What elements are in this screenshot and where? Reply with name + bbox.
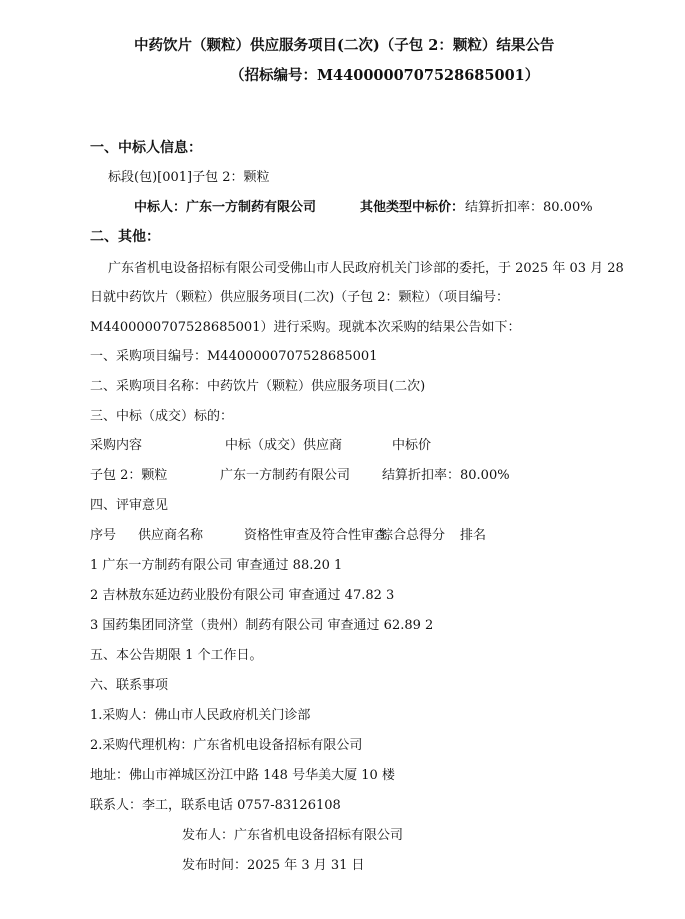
paragraph-line: 广东省机电设备招标有限公司受佛山市人民政府机关门诊部的委托，于 2025 年 03 月 28 — [108, 261, 624, 276]
project-number: 一、采购项目编号：M4400000707528685001 — [90, 349, 378, 364]
award-heading: 三、中标（成交）标的： — [90, 409, 234, 424]
award-header-content: 采购内容 — [90, 438, 143, 453]
review-heading: 四、评审意见 — [90, 498, 169, 513]
review-row: 2 吉林敖东延边药业股份有限公司 审查通过 47.82 3 — [90, 588, 395, 603]
award-cell-supplier: 广东一方制药有限公司 — [220, 468, 351, 483]
award-cell-price: 结算折扣率：80.00% — [382, 468, 510, 483]
award-header-supplier: 中标（成交）供应商 — [225, 438, 343, 453]
section-other-heading: 二、其他： — [90, 229, 160, 245]
contact-heading: 六、联系事项 — [90, 678, 169, 693]
paragraph-line: M4400000707528685001）进行采购。现就本次采购的结果公告如下： — [90, 320, 521, 335]
review-header-rank: 排名 — [460, 528, 487, 543]
review-header-supplier: 供应商名称 — [138, 528, 204, 543]
tender-number: （招标编号：M4400000707528685001） — [230, 67, 540, 84]
doc-title: 中药饮片（颗粒）供应服务项目(二次)（子包 2：颗粒）结果公告 — [134, 37, 555, 54]
publisher: 发布人：广东省机电设备招标有限公司 — [182, 828, 404, 843]
project-name: 二、采购项目名称：中药饮片（颗粒）供应服务项目(二次) — [90, 379, 426, 394]
contact-person: 联系人：李工，联系电话 0757-83126108 — [90, 798, 341, 813]
contact-buyer: 1.采购人：佛山市人民政府机关门诊部 — [90, 708, 311, 723]
review-header-no: 序号 — [90, 528, 117, 543]
award-header-price: 中标价 — [392, 438, 432, 453]
winner-label: 中标人： — [134, 200, 187, 215]
lot-line: 标段(包)[001]子包 2：颗粒 — [108, 170, 270, 185]
review-row: 3 国药集团同济堂（贵州）制药有限公司 审查通过 62.89 2 — [90, 618, 434, 633]
review-header-score: 综合总得分 — [380, 528, 446, 543]
contact-agency: 2.采购代理机构：广东省机电设备招标有限公司 — [90, 738, 363, 753]
section-winner-heading: 一、中标人信息： — [90, 140, 202, 156]
price-value: 结算折扣率：80.00% — [465, 200, 593, 215]
review-row: 1 广东一方制药有限公司 审查通过 88.20 1 — [90, 558, 343, 573]
winner-name: 广东一方制药有限公司 — [186, 200, 317, 215]
price-label: 其他类型中标价： — [360, 200, 465, 215]
contact-address: 地址：佛山市禅城区汾江中路 148 号华美大厦 10 楼 — [90, 768, 395, 783]
notice-period: 五、本公告期限 1 个工作日。 — [90, 648, 263, 663]
review-header-check: 资格性审查及符合性审查 — [244, 528, 388, 543]
paragraph-line: 日就中药饮片（颗粒）供应服务项目(二次)（子包 2：颗粒）（项目编号： — [90, 290, 510, 305]
publish-date: 发布时间：2025 年 3 月 31 日 — [182, 858, 365, 873]
award-cell-content: 子包 2：颗粒 — [90, 468, 168, 483]
